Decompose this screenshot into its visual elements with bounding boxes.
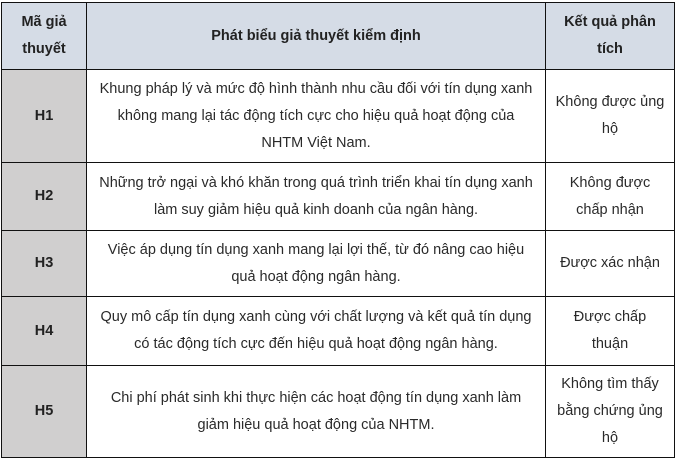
analysis-result: Không được chấp nhận bbox=[546, 163, 675, 231]
table-row bbox=[2, 163, 675, 231]
hypothesis-code: H2 bbox=[2, 163, 87, 231]
hypothesis-code: H4 bbox=[2, 297, 87, 366]
hypothesis-statement: Khung pháp lý và mức độ hình thành nhu cầu đối với tín dụng xanh không mang lại tác động tích cực cho hiệu quả hoạt động của NHTM Việt Nam. bbox=[87, 70, 546, 163]
header-result: Kết quả phân tích bbox=[546, 3, 675, 70]
table-row bbox=[2, 297, 675, 366]
table-row bbox=[2, 231, 675, 297]
hypothesis-statement: Việc áp dụng tín dụng xanh mang lại lợi thế, từ đó nâng cao hiệu quả hoạt động ngân hàng. bbox=[87, 231, 546, 297]
header-code: Mã giả thuyết bbox=[2, 3, 87, 70]
hypothesis-code: H5 bbox=[2, 366, 87, 458]
header-statement: Phát biểu giả thuyết kiểm định bbox=[87, 3, 546, 70]
hypothesis-statement: Chi phí phát sinh khi thực hiện các hoạt động tín dụng xanh làm giảm hiệu quả hoạt động của NHTM. bbox=[87, 366, 546, 458]
analysis-result: Được chấp thuận bbox=[546, 297, 675, 366]
hypothesis-code: H1 bbox=[2, 70, 87, 163]
hypothesis-statement: Quy mô cấp tín dụng xanh cùng với chất lượng và kết quả tín dụng có tác động tích cực đến hiệu quả hoạt động ngân hàng. bbox=[87, 297, 546, 366]
hypothesis-statement: Những trở ngại và khó khăn trong quá trình triển khai tín dụng xanh làm suy giảm hiệu quả kinh doanh của ngân hàng. bbox=[87, 163, 546, 231]
hypothesis-code: H3 bbox=[2, 231, 87, 297]
table-row bbox=[2, 70, 675, 163]
table-row bbox=[2, 366, 675, 458]
header-row bbox=[2, 3, 675, 70]
analysis-result: Không tìm thấy bằng chứng ủng hộ bbox=[546, 366, 675, 458]
analysis-result: Được xác nhận bbox=[546, 231, 675, 297]
hypothesis-table bbox=[1, 2, 675, 458]
analysis-result: Không được ủng hộ bbox=[546, 70, 675, 163]
